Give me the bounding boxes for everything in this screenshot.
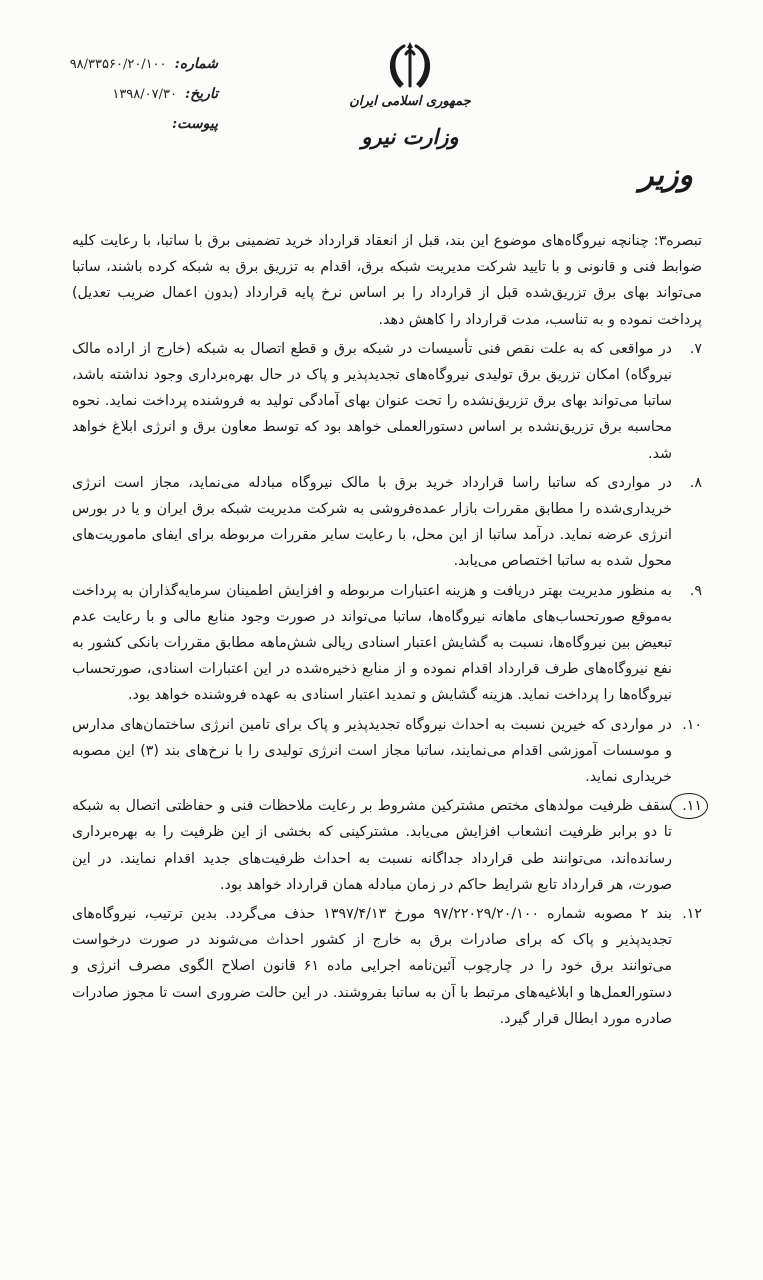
letter-number-value: ۹۸/۳۳۵۶۰/۲۰/۱۰۰ (69, 57, 167, 72)
item-number: ۸. (689, 474, 702, 491)
item-number: ۱۰. (682, 716, 702, 733)
item-text: سقف ظرفیت مولدهای مختص مشترکین مشروط بر رعایت ملاحظات فنی و حفاظتی اتصال به شبکه تا دو برابر ظرفیت انشعاب افزایش می‌یابد. مشترکینی که بخشی از این ظرفیت را به بهره‌برداری رسانده‌اند، می‌توانند طی قرارداد جداگانه نسبت به احداث ظرفیت‌های جدید اقدام نمایند. در این صورت، هر قرارداد تابع شرایط حاکم در زمان مبادله همان قرارداد خواهد بود. (72, 798, 672, 893)
letter-number-row (28, 56, 218, 86)
letter-date-row (28, 86, 218, 116)
item-number: ۱۲. (682, 906, 702, 923)
item-text: در مواردی که ساتبا راسا قرارداد خرید برق با مالک نیروگاه مبادله می‌نماید، مجاز است انرژی خریداری‌شده را مطابق مقررات بازار عمده‌فروشی به شرکت مدیریت شبکه برق ایران و یا در بورس انرژی عرضه نماید. درآمد ساتبا از این محل، با رعایت سایر مقررات مربوطه برای ایفای ماموریت‌های محول شده به ساتبا اختصاص می‌یابد. (72, 474, 672, 570)
item-number: ۷. (689, 340, 702, 357)
item-number: ۹. (689, 582, 702, 599)
list-item-8 (72, 470, 702, 575)
list-item-9 (72, 578, 702, 709)
item-text: بند ۲ مصوبه شماره ۹۷/۲۲۰۲۹/۲۰/۱۰۰ مورخ ۱۳۹۷/۴/۱۳ حذف می‌گردد. بدین ترتیب، نیروگاه‌های تجدیدپذیر و پاک که برای صادرات برق به خارج از کشور احداث می‌شوند در صورت درخواست می‌توانند برق خود را در چارچوب آئین‌نامه اجرایی ماده ۶۱ قانون اصلاح الگوی مصرف انرژی و دستورالعمل‌ها و ابلاغیه‌های مرتبط با آن به ساتبا بفروشند. در این حالت ضروری است تا مجوز صادرات صادره مورد ابطال قرار گیرد. (72, 906, 673, 1027)
item-text: در مواقعی که به علت نقص فنی تأسیسات در شبکه برق و قطع اتصال به شبکه (خارج از اراده مالک نیروگاه) امکان تزریق برق تولیدی نیروگاه‌های تجدیدپذیر و پاک در حال بهره‌برداری وجود نداشته باشد، ساتبا می‌تواند بهای برق تزریق‌نشده را تحت عنوان بهای آمادگی تولید به فروشنده پرداخت نماید. نحوه محاسبه برق تزریق‌نشده بر اساس دستورالعملی خواهد بود که توسط معاون برق و انرژی ابلاغ خواهد شد. (72, 340, 672, 462)
letter-date-value: ۱۳۹۸/۰۷/۳۰ (112, 87, 177, 102)
item-text: در مواردی که خیرین نسبت به احداث نیروگاه تجدیدپذیر و پاک برای تامین انرژی ساختمان‌های مدارس و موسسات آموزشی اقدام می‌نمایند، ساتبا مجاز است انرژی تولیدی را با نرخ‌های بند (۳) این مصوبه خریداری نماید. (72, 716, 672, 786)
item-text: به منظور مدیریت بهتر دریافت و هزینه اعتبارات مربوطه و افزایش اطمینان سرمایه‌گذاران به پرداخت به‌موقع صورتحساب‌های ماهانه نیروگاه‌ها، ساتبا می‌تواند در صورت وجود منابع مالی و با رعایت عدم تبعیض بین نیروگاه‌ها، نسبت به گشایش اعتبار اسنادی ریالی شش‌ماهه مطابق مقررات بانکی کشور به نفع نیروگاه‌های طرف قرارداد اقدام نموده و از منابع ذخیره‌شده در این اعتبارات اسنادی، صورتحساب نیروگاه‌ها را پرداخت نماید. هزینه گشایش و تمدید اعتبار اسنادی به عهده فروشنده خواهد بود. (72, 582, 672, 704)
item-number-circled: ۱۱. (672, 793, 702, 898)
letter-date-label: تاریخ: (184, 86, 218, 102)
iran-emblem-icon (382, 38, 438, 94)
list-item-10 (72, 712, 702, 791)
note-3: تبصره۳: چنانچه نیروگاه‌های موضوع این بند، قبل از انعقاد قرارداد خرید تضمینی برق با ساتبا، با رعایت کلیه ضوابط فنی و قانونی و با تایید شرکت مدیریت شبکه برق، اقدام به تزریق برق به شبکه کرده باشند، ساتبا می‌تواند بهای برق تزریق‌شده قبل از قرارداد را بر اساس نرخ پایه قرارداد (بدون اعمال ضریب تعدیل) پرداخت نموده و به تناسب، مدت قرارداد را کاهش دهد. (72, 233, 702, 328)
list-item-12 (72, 901, 702, 1032)
letter-attachment-label: پیوست: (172, 116, 218, 132)
list-item-11 (72, 793, 702, 898)
list-item-7 (72, 336, 702, 467)
letter-attachment-row (28, 116, 218, 146)
letter-number-label: شماره: (174, 56, 218, 72)
minister-title: وزیر (639, 158, 693, 193)
letter-meta (28, 56, 218, 146)
ministry-title: وزارت نیرو (361, 124, 459, 149)
republic-title: جمهوری اسلامی ایران (349, 94, 471, 109)
letter-body (72, 228, 702, 1035)
